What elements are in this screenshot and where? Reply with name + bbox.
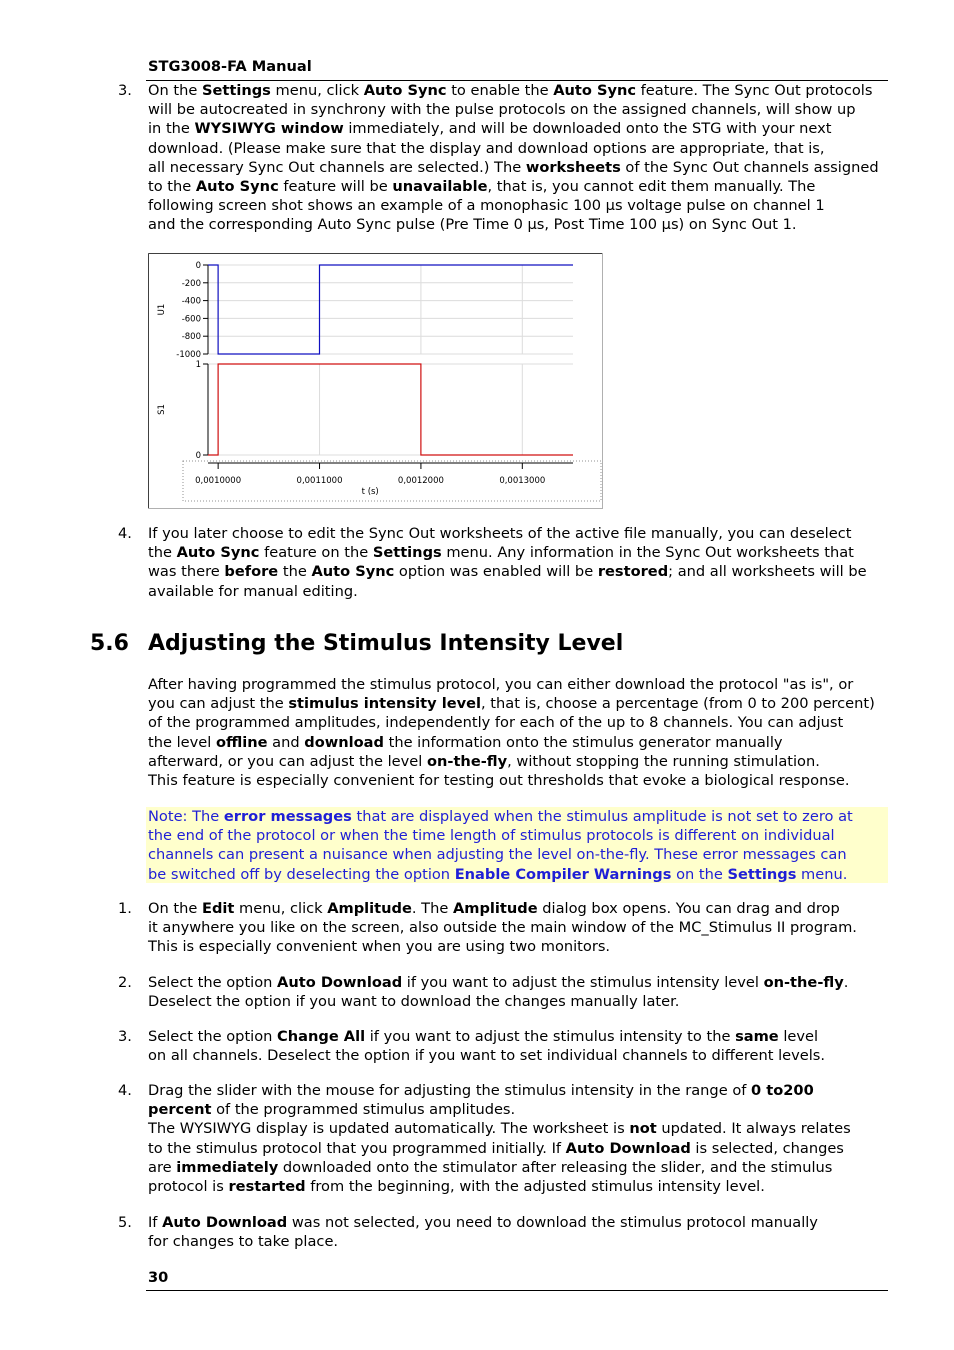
bold-run: Auto Sync: [195, 178, 279, 196]
bold-run: before: [224, 563, 279, 581]
text-run: following screen shot shows an example of a monophasic 100 µs voltage pulse on channel 1: [148, 197, 825, 215]
text-run: was not selected, you need to download the stimulus protocol manually: [287, 1214, 818, 1231]
text-run: is selected, changes: [690, 1139, 844, 1157]
bold-run: Settings: [727, 865, 797, 883]
list-number: 3.: [118, 1028, 132, 1045]
text-run: On the: [148, 900, 202, 917]
text-run: afterward, or you can adjust the level: [148, 752, 427, 770]
bold-run: Auto Sync: [363, 82, 447, 99]
bold-run: percent: [148, 1101, 212, 1119]
text-line: [148, 100, 893, 119]
text-run: and the corresponding Auto Sync pulse (Pre Time 0 µs, Post Time 100 µs) on Sync Out 1.: [148, 216, 797, 234]
text-run: , without stopping the running stimulation.: [507, 752, 820, 770]
text-run: the information onto the stimulus generator manually: [383, 733, 783, 751]
text-run: from the beginning, with the adjusted stimulus intensity level.: [305, 1178, 765, 1196]
text-line: [148, 973, 893, 992]
note-text: [148, 807, 853, 884]
text-run: of the Sync Out channels assigned: [620, 158, 879, 176]
text-run: menu. Any information in the Sync Out worksheets that: [441, 544, 854, 562]
bold-run: Settings: [372, 544, 442, 562]
section-number: 5.6: [90, 631, 129, 656]
text-line: [148, 1027, 893, 1046]
text-line: [148, 845, 853, 864]
text-run: that are displayed when the stimulus amplitude is not set to zero at: [351, 808, 853, 825]
text-run: , that is, choose a percentage (from 0 to 200 percent): [481, 695, 875, 713]
text-run: if you want to adjust the stimulus intensity to the: [365, 1028, 736, 1045]
text-run: dialog box opens. You can drag and drop: [537, 900, 840, 917]
y-tick-label: 0: [195, 261, 201, 271]
bold-run: worksheets: [525, 158, 621, 176]
text-run: Drag the slider with the mouse for adjusting the stimulus intensity in the range of: [148, 1082, 752, 1099]
text-line: [148, 1119, 893, 1138]
bold-run: Enable Compiler Warnings: [454, 865, 672, 883]
text-run: If you later choose to edit the Sync Out worksheets of the active file manually, you can deselect: [148, 525, 852, 542]
y-tick-label: -800: [181, 332, 201, 343]
deselect-paragraph: [148, 524, 893, 601]
text-run: available for manual editing.: [148, 582, 358, 600]
bold-run: on-the-fly: [426, 752, 508, 770]
text-line: [148, 158, 893, 177]
text-line: [148, 562, 893, 581]
text-line: [148, 1177, 893, 1196]
list-number: 5.: [118, 1214, 132, 1231]
bold-run: Auto Download: [565, 1139, 691, 1157]
x-tick-label: 0,0010000: [195, 476, 242, 486]
text-line: [148, 1081, 893, 1100]
text-run: was there: [148, 563, 225, 581]
text-run: be switched off by deselecting the option: [148, 865, 455, 883]
text-run: of the programmed stimulus amplitudes.: [211, 1101, 516, 1119]
x-tick-label: 0,0011000: [296, 476, 343, 486]
text-run: . The: [411, 900, 453, 917]
text-run: you can adjust the: [148, 695, 289, 713]
text-line: [148, 196, 893, 215]
bold-run: Settings: [201, 82, 271, 99]
x-tick-label: 0,0013000: [499, 476, 546, 486]
text-line: [148, 1158, 893, 1177]
text-run: the level: [148, 733, 216, 751]
bold-run: restored: [597, 563, 669, 581]
text-run: to the: [148, 178, 196, 196]
page-number: 30: [148, 1269, 169, 1286]
list-number: 4.: [118, 525, 132, 542]
x-tick-label: 0,0012000: [397, 476, 444, 486]
text-line: [148, 524, 893, 543]
text-run: immediately, and will be downloaded onto the STG with your next: [343, 120, 832, 138]
y-tick-label: -400: [181, 296, 201, 307]
text-run: updated. It always relates: [656, 1120, 851, 1138]
bold-run: same: [735, 1028, 779, 1045]
text-line: [148, 139, 893, 158]
y-axis-label: U1: [157, 303, 167, 316]
text-run: in the: [148, 120, 195, 138]
y-tick-label: -600: [181, 314, 201, 325]
text-line: [148, 1232, 893, 1251]
bold-run: Auto Sync: [176, 544, 260, 562]
manual-title: STG3008-FA Manual: [148, 58, 312, 75]
text-line: [148, 992, 893, 1011]
bold-run: Auto Download: [277, 974, 403, 991]
bold-run: error messages: [223, 808, 352, 825]
bold-run: Change All: [277, 1028, 366, 1045]
text-run: This is especially convenient when you are using two monitors.: [148, 938, 611, 956]
text-line: [148, 119, 893, 138]
text-run: the: [278, 563, 312, 581]
text-run: option was enabled will be: [394, 563, 598, 581]
text-run: the end of the protocol or when the time length of stimulus protocols is different on individual: [148, 827, 835, 845]
step-1-paragraph: [148, 899, 893, 957]
text-run: channels can present a nuisance when adjusting the level on-the-fly. These error messages can: [148, 846, 847, 864]
bold-run: Amplitude: [327, 900, 412, 917]
text-run: , that is, you cannot edit them manually. The: [487, 178, 816, 196]
text-run: level: [778, 1028, 819, 1045]
text-line: [148, 918, 893, 937]
text-run: protocol is: [148, 1178, 229, 1196]
x-axis-label: t (s): [361, 487, 379, 497]
text-line: [148, 1100, 893, 1119]
text-run: feature. The Sync Out protocols: [636, 82, 873, 99]
text-line: [148, 582, 893, 601]
text-run: Note: The: [148, 808, 224, 825]
y-tick-label: 0: [195, 451, 201, 461]
text-run: on the: [671, 865, 728, 883]
text-line: [148, 771, 893, 790]
chart-svg: [148, 253, 603, 509]
text-run: menu, click: [270, 82, 364, 99]
list-number: 4.: [118, 1082, 132, 1099]
text-line: [148, 937, 893, 956]
step-4-paragraph: [148, 1081, 893, 1196]
text-line: [148, 81, 893, 100]
step-5-paragraph: [148, 1213, 893, 1251]
chart-frame: [149, 254, 603, 509]
text-run: to enable the: [446, 82, 554, 99]
bold-run: Amplitude: [452, 900, 538, 917]
text-line: [148, 826, 853, 845]
text-run: and: [267, 733, 305, 751]
text-run: If: [148, 1214, 163, 1231]
text-run: Select the option: [148, 974, 278, 991]
bold-run: Edit: [201, 900, 235, 917]
bold-run: not: [629, 1120, 657, 1138]
y-tick-label: -200: [181, 278, 201, 289]
text-run: Deselect the option if you want to download the changes manually later.: [148, 993, 680, 1011]
bold-run: restarted: [228, 1178, 306, 1196]
list-number: 1.: [118, 900, 132, 917]
text-line: [148, 807, 853, 826]
bold-run: offline: [215, 733, 268, 751]
text-line: [148, 675, 893, 694]
text-line: [148, 1139, 893, 1158]
text-line: [148, 177, 893, 196]
text-run: download. (Please make sure that the display and download options are appropriate, that is,: [148, 139, 825, 157]
auto-sync-paragraph: [148, 81, 893, 235]
text-line: [148, 694, 893, 713]
text-run: it anywhere you like on the screen, also outside the main window of the MC_Stimulus II program.: [148, 919, 857, 937]
text-run: for changes to take place.: [148, 1233, 339, 1251]
sync-out-chart: [148, 253, 603, 509]
text-line: [148, 733, 893, 752]
bold-run: Auto Sync: [311, 563, 395, 581]
bold-run: on-the-fly: [763, 974, 844, 991]
text-run: of the programmed amplitudes, independently for each of the up to 8 channels. You can adjust: [148, 714, 844, 732]
text-line: [148, 215, 893, 234]
text-run: on all channels. Deselect the option if you want to set individual channels to different levels.: [148, 1047, 826, 1065]
text-run: ; and all worksheets will be: [668, 563, 867, 581]
bold-run: unavailable: [392, 178, 488, 196]
text-run: menu.: [796, 865, 848, 883]
text-line: [148, 899, 893, 918]
y-tick-label: 1: [195, 360, 201, 370]
step-2-paragraph: [148, 973, 893, 1011]
bold-run: Auto Sync: [553, 82, 637, 99]
section-title: Adjusting the Stimulus Intensity Level: [148, 631, 624, 656]
text-line: [148, 713, 893, 732]
bold-run: download: [304, 733, 384, 751]
footer-rule: [146, 1290, 888, 1291]
text-run: After having programmed the stimulus protocol, you can either download the protocol "as is", or: [148, 676, 854, 693]
text-line: [148, 1213, 893, 1232]
section-heading: [90, 630, 623, 658]
text-line: [148, 752, 893, 771]
text-run: Select the option: [148, 1028, 278, 1045]
bold-run: 0 to200: [751, 1082, 814, 1099]
bold-run: immediately: [176, 1158, 279, 1176]
y-tick-label: -1000: [176, 350, 201, 360]
bold-run: WYSIWYG window: [194, 120, 344, 138]
text-line: [148, 1046, 893, 1065]
text-run: feature will be: [278, 178, 393, 196]
text-run: to the stimulus protocol that you programmed initially. If: [148, 1139, 566, 1157]
text-line: [148, 543, 893, 562]
list-number: 3.: [118, 82, 132, 99]
text-run: the: [148, 544, 177, 562]
list-number: 2.: [118, 974, 132, 991]
bold-run: Auto Download: [162, 1214, 288, 1231]
text-run: all necessary Sync Out channels are selected.) The: [148, 158, 526, 176]
text-run: The WYSIWYG display is updated automatically. The worksheet is: [148, 1120, 630, 1138]
text-run: if you want to adjust the stimulus intensity level: [402, 974, 764, 991]
intro-paragraph: [148, 675, 893, 790]
text-run: On the: [148, 82, 202, 99]
text-run: menu, click: [234, 900, 328, 917]
text-run: downloaded onto the stimulator after releasing the slider, and the stimulus: [278, 1158, 833, 1176]
text-run: This feature is especially convenient for testing out thresholds that evoke a biological response.: [148, 772, 850, 790]
text-run: are: [148, 1158, 177, 1176]
text-run: will be autocreated in synchrony with the pulse protocols on the assigned channels, will show up: [148, 101, 856, 119]
text-run: .: [843, 974, 849, 991]
step-3-paragraph: [148, 1027, 893, 1065]
text-line: [148, 865, 853, 884]
bold-run: stimulus intensity level: [288, 695, 482, 713]
y-axis-label: S1: [157, 404, 167, 415]
text-run: feature on the: [259, 544, 373, 562]
